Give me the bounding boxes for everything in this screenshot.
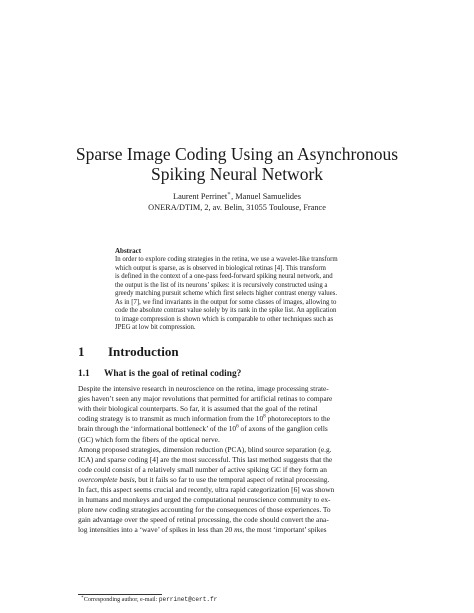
footnote-email[interactable]: perrinet@cert.fr: [158, 596, 218, 603]
body-line: [78, 525, 396, 535]
author-affiliation: ONERA/DTIM, 2, av. Belin, 31055 Toulouse, France: [148, 203, 326, 212]
abstract-line: As in [7], we find invariants in the output for some classes of images, allowing to: [115, 298, 337, 306]
abstract-line: is defined in the context of a one-pass feed-forward spiking neural network, and: [115, 273, 333, 280]
abstract-line: greedy matching pursuit scheme which first selects higher contrast energy values.: [115, 290, 338, 297]
author-names: [0, 191, 474, 202]
body-text: , but it fails so far to use the temporal aspect of retinal processing.: [134, 474, 330, 484]
paper-title-line-2: Spiking Neural Network: [150, 164, 324, 184]
body-text: of axons of the ganglion cells: [238, 424, 328, 434]
body-line: [78, 424, 396, 434]
body-text: log intensities into a ‘wave’ of spikes in less than 20: [78, 525, 235, 535]
body-line: [78, 414, 396, 424]
subsection-number: 1.1: [78, 369, 90, 379]
body-text: , the most ‘important’ spikes: [242, 525, 327, 535]
section-heading-introduction: [78, 344, 179, 360]
body-line: code could consist of a relatively small number of active spiking GC if they form an: [78, 464, 327, 474]
footnote-mark: ∗: [81, 593, 84, 599]
abstract-line: In order to explore coding strategies in the retina, we use a wavelet-like transform: [115, 256, 338, 263]
section-title: Introduction: [108, 344, 179, 359]
abstract-line: the output is the list of its neurons’ spikes: it is recursively constructed using a: [115, 281, 328, 289]
body-line: In fact, this aspect seems crucial and recently, ultra rapid categorization [6] was shown: [78, 485, 335, 494]
subsection-title: What is the goal of retinal coding?: [104, 369, 242, 379]
body-line: Despite the intensive research in neuroscience on the retina, image processing strate-: [78, 384, 329, 393]
author-2: , Manuel Samuelides: [231, 192, 301, 201]
body-text: photoreceptors to the: [265, 414, 330, 424]
abstract-line: which output is sparse, as is observed in biological retinas [4]. This transform: [115, 264, 326, 272]
footnote-rule: [78, 594, 162, 595]
body-text: coding strategy is to transmit as much information from the 10: [78, 414, 264, 424]
abstract-heading: Abstract: [115, 247, 142, 255]
emphasized-term: overcomplete basis: [78, 474, 135, 484]
subsection-heading: [78, 369, 241, 379]
body-line: with their biological counterparts. So far, it is assumed that the goal of the retinal: [78, 404, 318, 414]
author-1: Laurent Perrinet: [173, 192, 228, 201]
body-line: in humans and monkeys and urged the computational neuroscience community to ex-: [78, 495, 331, 505]
abstract-line: JPEG at low bit compression.: [115, 324, 196, 331]
paper-title-line-1: Sparse Image Coding Using an Asynchronous: [75, 144, 399, 164]
body-line: gies haven’t seen any major revolutions that permitted for artificial retinas to compare: [78, 394, 333, 404]
footnote-text: Corresponding author, e-mail:: [83, 597, 159, 603]
body-line: ICA) and sparse coding [4] are the most successful. This last method suggests that the: [78, 454, 333, 464]
body-line: Among proposed strategies, dimension reduction (PCA), blind source separation (e.g.: [78, 444, 332, 454]
body-line: [78, 475, 396, 485]
body-line: (GC) which form the fibers of the optical nerve.: [78, 434, 220, 444]
body-text: brain through the ‘informational bottleneck’ of the 10: [78, 424, 237, 434]
body-line: plore new coding strategies accounting for the consequences of those experiences. To: [78, 505, 331, 515]
footnote: [81, 593, 218, 604]
unit-ms: ms: [234, 525, 243, 535]
section-number: 1: [78, 344, 85, 359]
author-1-footnote-mark: ∗: [227, 191, 232, 198]
abstract-line: code the absolute contrast value solely by its rank in the spike list. An application: [115, 307, 337, 314]
abstract-line: to image compression is shown which is comparable to other techniques such as: [115, 315, 334, 323]
body-line: gain advantage over the speed of retinal processing, the code should convert the ana-: [78, 515, 329, 525]
exponent: 6: [236, 423, 239, 430]
exponent: 8: [263, 413, 266, 420]
